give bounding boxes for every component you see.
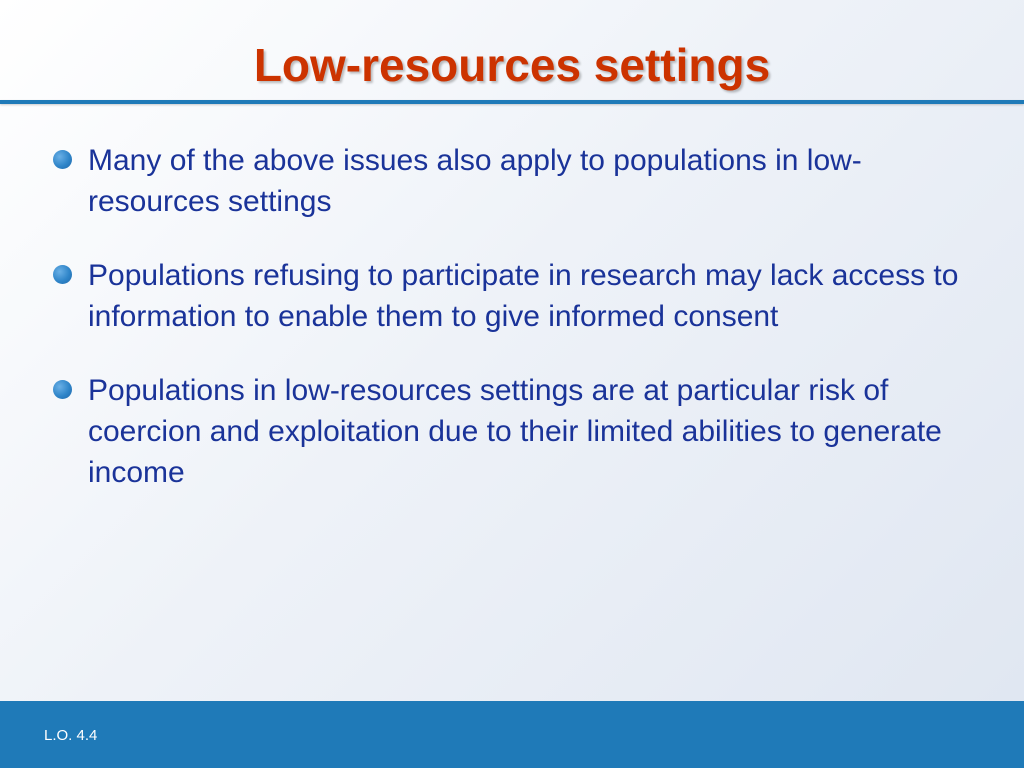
bullet-dot-icon — [53, 380, 72, 399]
bullet-item — [52, 255, 982, 337]
title-divider — [0, 100, 1024, 104]
bullet-item — [52, 140, 982, 222]
bullet-dot-icon — [53, 150, 72, 169]
bullet-list — [52, 140, 982, 526]
footer-bar — [0, 701, 1024, 768]
bullet-text: Populations refusing to participate in research may lack access to information to enable them to give informed consent — [88, 259, 959, 333]
learning-objective-label: L.O. 4.4 — [44, 727, 98, 744]
bullet-text: Many of the above issues also apply to populations in low-resources settings — [88, 144, 862, 218]
slide-title: Low-resources settings — [253, 39, 771, 91]
bullet-item — [52, 370, 982, 493]
bullet-dot-icon — [53, 265, 72, 284]
bullet-text: Populations in low-resources settings are at particular risk of coercion and exploitation due to their limited abilities to generate income — [88, 374, 942, 489]
